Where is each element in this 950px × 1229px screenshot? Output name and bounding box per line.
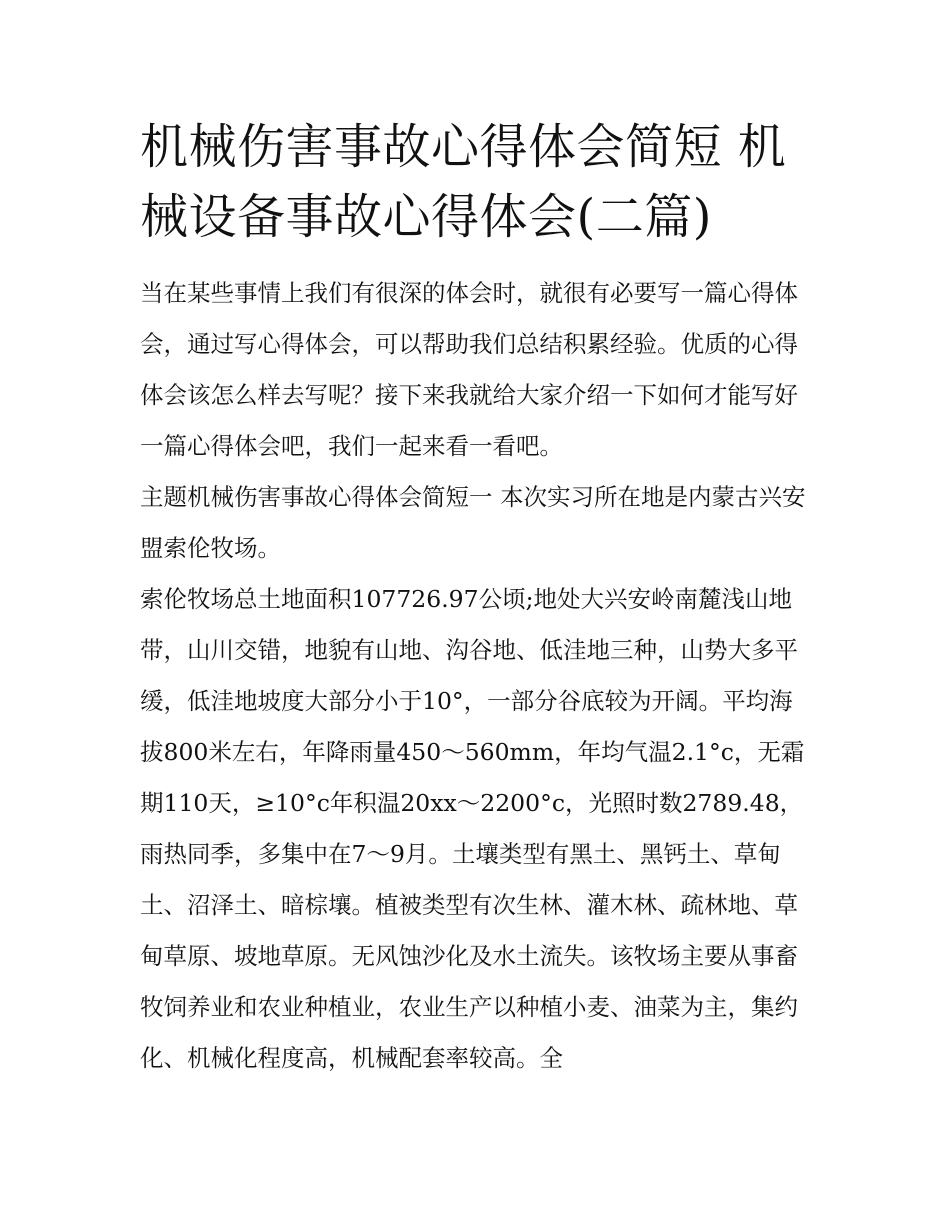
intro-paragraph: 当在某些事情上我们有很深的体会时，就很有必要写一篇心得体会，通过写心得体会，可以帮助我们总结积累经验。优质的心得体会该怎么样去写呢？接下来我就给大家介绍一下如何才能写好一篇心得体会吧，我们一起来看一看吧。	[140, 279, 798, 460]
document-page	[140, 112, 815, 1084]
document-title: 机械伤害事故心得体会简短 机械设备事故心得体会(二篇)	[140, 119, 787, 245]
topic-paragraph: 主题机械伤害事故心得体会简短一 本次实习所在地是内蒙古兴安盟索伦牧场。	[140, 483, 806, 562]
body-paragraph: 索伦牧场总土地面积107726.97公顷;地处大兴安岭南麓浅山地带，山川交错，地貌有山地、沟谷地、低洼地三种，山势大多平缓，低洼地坡度大部分小于10°，一部分谷底较为开阔。平均海拔800米左右，年降雨量450～560mm，年均气温2.1°c，无霜期110天，≥10°c年积温20xx～2200°c，光照时数2789.48，雨热同季，多集中在7～9月。土壤类型有黑土、黑钙土、草甸土、沼泽土、暗棕壤。植被类型有次生林、灌木林、疏林地、草甸草原、坡地草原。无风蚀沙化及水土流失。该牧场主要从事畜牧饲养业和农业种植业，农业生产以种植小麦、油菜为主，集约化、机械化程度高，机械配套率较高。全	[140, 585, 805, 1072]
